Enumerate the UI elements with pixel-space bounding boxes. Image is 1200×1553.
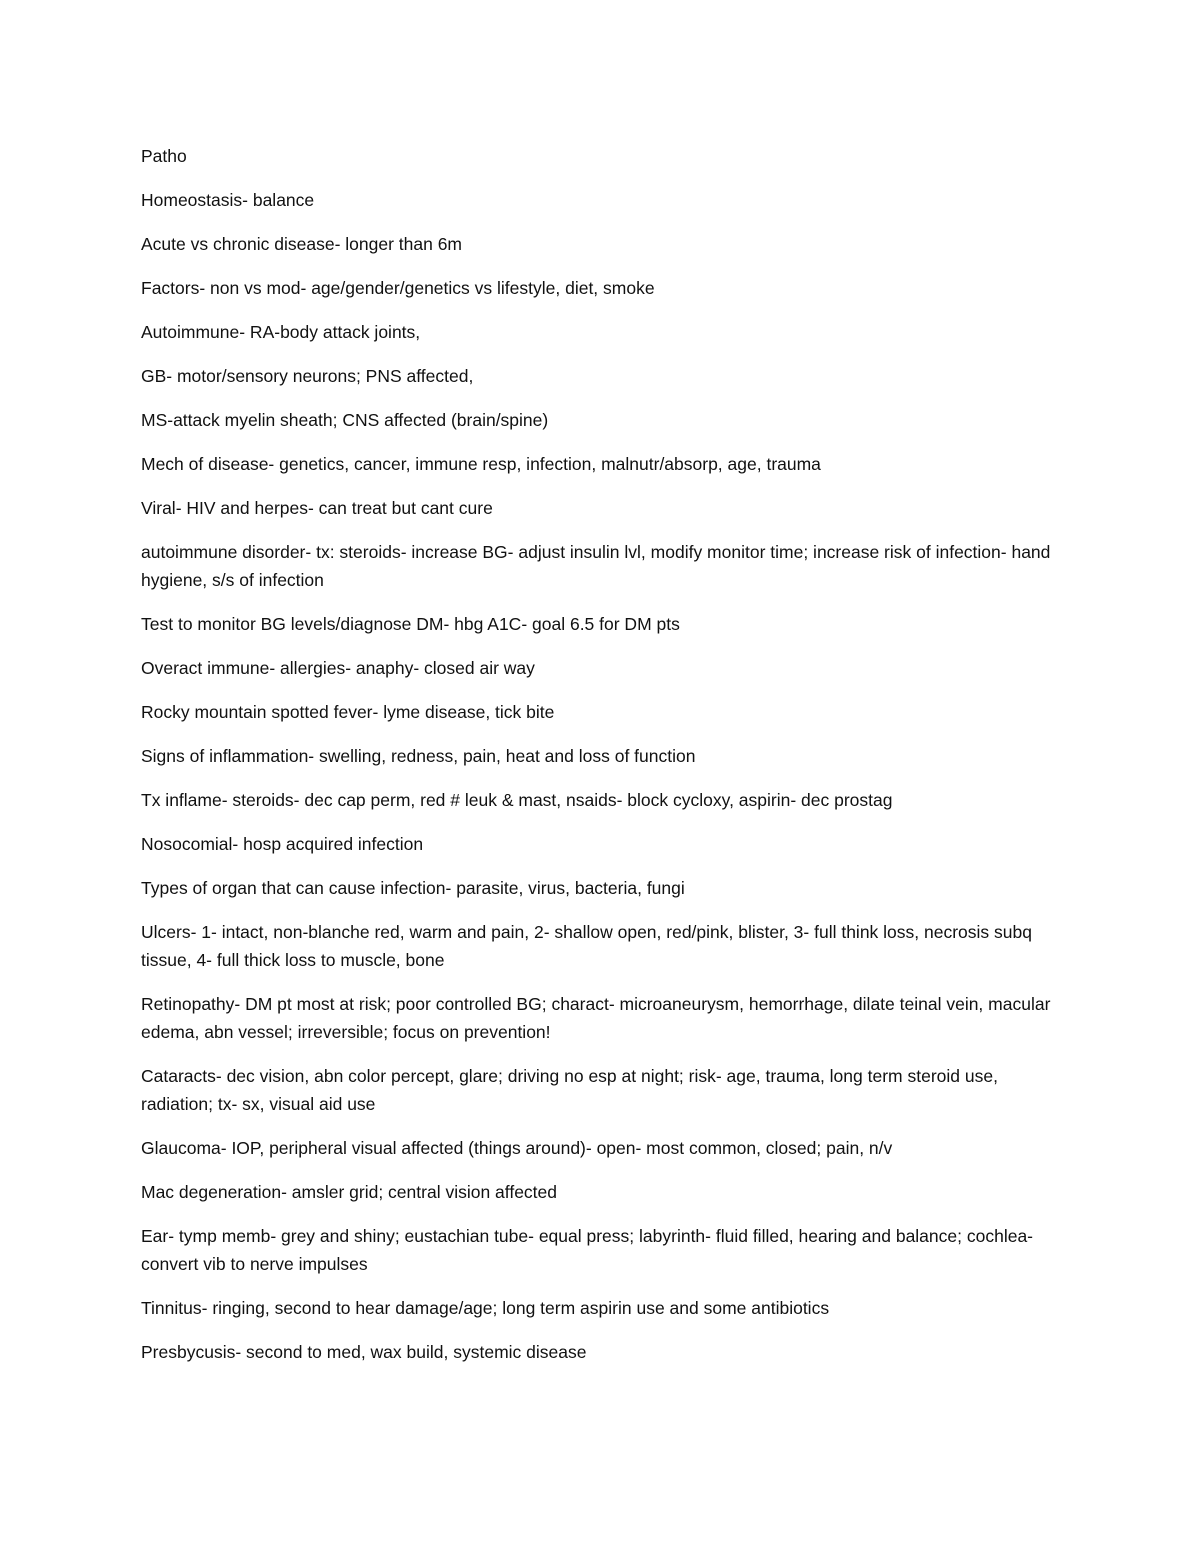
- note-line: Ear- tymp memb- grey and shiny; eustachian tube- equal press; labyrinth- fluid filled, hearing and balance; cochlea- convert vib to nerve impulses: [141, 1226, 1034, 1274]
- note-line: Acute vs chronic disease- longer than 6m: [141, 234, 462, 254]
- note-line: Ulcers- 1- intact, non-blanche red, warm and pain, 2- shallow open, red/pink, blister, 3- full think loss, necrosis subq tissue, 4- full thick loss to muscle, bone: [141, 922, 1032, 970]
- note-line: Signs of inflammation- swelling, redness, pain, heat and loss of function: [141, 746, 696, 766]
- note-line: Types of organ that can cause infection- parasite, virus, bacteria, fungi: [141, 878, 685, 898]
- note-line: Retinopathy- DM pt most at risk; poor controlled BG; charact- microaneurysm, hemorrhage, dilate teinal vein, macular edema, abn vessel; irreversible; focus on prevention!: [141, 994, 1051, 1042]
- note-line: Factors- non vs mod- age/gender/genetics vs lifestyle, diet, smoke: [141, 278, 655, 298]
- note-line: Cataracts- dec vision, abn color percept, glare; driving no esp at night; risk- age, trauma, long term steroid use, radiation; tx- sx, visual aid use: [141, 1066, 998, 1114]
- note-line: Glaucoma- IOP, peripheral visual affected (things around)- open- most common, closed; pain, n/v: [141, 1138, 893, 1158]
- note-line: Tx inflame- steroids- dec cap perm, red # leuk & mast, nsaids- block cycloxy, aspirin- dec prostag: [141, 790, 893, 810]
- note-line: MS-attack myelin sheath; CNS affected (brain/spine): [141, 410, 549, 430]
- note-line: Overact immune- allergies- anaphy- closed air way: [141, 658, 535, 678]
- note-line: Presbycusis- second to med, wax build, systemic disease: [141, 1342, 587, 1362]
- note-line: Mech of disease- genetics, cancer, immune resp, infection, malnutr/absorp, age, trauma: [141, 454, 821, 474]
- document-body: [141, 142, 1061, 1382]
- note-line: Tinnitus- ringing, second to hear damage/age; long term aspirin use and some antibiotics: [141, 1298, 830, 1318]
- note-line: Nosocomial- hosp acquired infection: [141, 834, 424, 854]
- note-line: Viral- HIV and herpes- can treat but cant cure: [141, 498, 493, 518]
- note-line: autoimmune disorder- tx: steroids- increase BG- adjust insulin lvl, modify monitor time; increase risk of infection- hand hygiene, s/s of infection: [141, 542, 1051, 590]
- note-line: GB- motor/sensory neurons; PNS affected,: [141, 366, 474, 386]
- note-line: Test to monitor BG levels/diagnose DM- hbg A1C- goal 6.5 for DM pts: [141, 614, 680, 634]
- note-line: Rocky mountain spotted fever- lyme disease, tick bite: [141, 702, 555, 722]
- note-line: Homeostasis- balance: [141, 190, 315, 210]
- note-line: Mac degeneration- amsler grid; central vision affected: [141, 1182, 558, 1202]
- note-line: Autoimmune- RA-body attack joints,: [141, 322, 421, 342]
- document-title: Patho: [141, 146, 187, 166]
